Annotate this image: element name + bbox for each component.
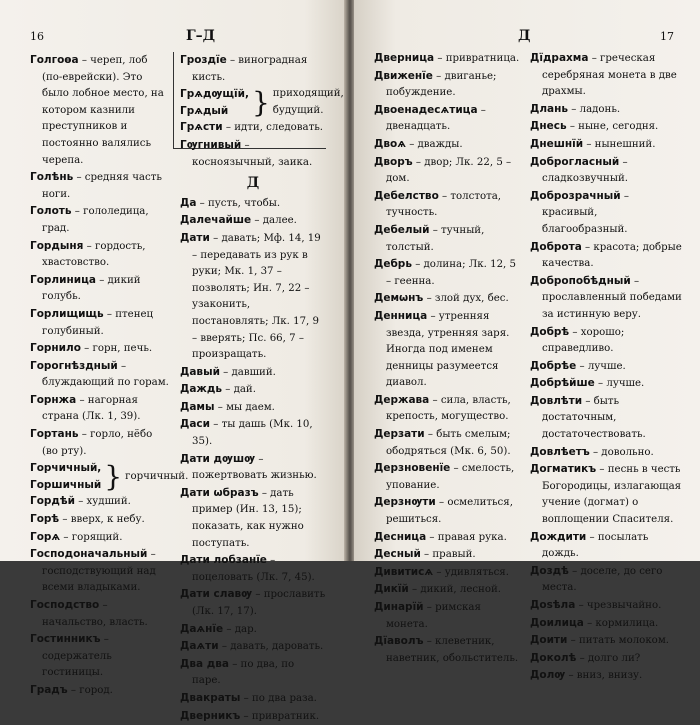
dictionary-entry — [374, 154, 524, 188]
definition: – нагорная страна (Лк. 1, 39). — [42, 394, 141, 423]
definition: – череп, лоб (по-еврейски). Это было лобное место, на котором казнили преступников и постоянно валялись черепа. — [42, 55, 164, 166]
dictionary-entry — [180, 52, 326, 86]
dictionary-entry — [180, 137, 326, 171]
headword: Доити — [530, 634, 568, 647]
dictionary-entry — [530, 188, 682, 239]
dictionary-entry — [180, 195, 326, 213]
headword: Да — [180, 196, 197, 209]
dictionary-entry — [530, 324, 682, 358]
headword: Держава — [374, 393, 430, 406]
dictionary-entry — [30, 306, 170, 340]
headword: Добрѣ — [530, 325, 570, 338]
headword: Дати — [180, 231, 210, 244]
headword: Дати славѹ — [180, 588, 253, 601]
headword: Долѹ — [530, 669, 566, 682]
definition: – дар. — [223, 623, 257, 635]
definition: – нынешний. — [583, 138, 656, 150]
definition: – осмелиться, решиться. — [386, 497, 513, 526]
headword: Дебрь — [374, 258, 412, 271]
dictionary-entry — [30, 546, 170, 597]
dictionary-entry — [30, 272, 170, 306]
dictionary-entry — [374, 581, 524, 599]
dictionary-entry — [530, 632, 682, 650]
definition: – виноградная кисть. — [192, 55, 308, 83]
definition: – содержатель гостиницы. — [42, 634, 112, 679]
definition: – лучше. — [576, 360, 626, 372]
definition: – ладонь. — [568, 103, 621, 115]
definition: – питать молоком. — [567, 635, 669, 647]
definition: – красивый, благообразный. — [542, 190, 629, 235]
headword: Грѧдый — [180, 104, 229, 117]
dictionary-entry — [180, 552, 326, 586]
definition: – птенец голубиный. — [42, 308, 154, 337]
headword: Гроздїе — [180, 54, 227, 66]
definition: – давший. — [219, 366, 276, 378]
headword: Горлищищь — [30, 307, 104, 320]
dictionary-entry — [180, 230, 326, 364]
dictionary-entry — [374, 308, 524, 392]
dictionary-entry — [180, 364, 326, 382]
headword: Догматикъ — [530, 463, 597, 476]
definition: – хорошо; справедливо. — [542, 326, 625, 355]
dictionary-entry — [180, 381, 326, 399]
dictionary-entry — [30, 340, 170, 358]
dictionary-entry — [30, 169, 170, 203]
running-head: Г–Д — [186, 28, 216, 44]
dictionary-entry — [530, 136, 682, 154]
headword: Давый — [180, 365, 220, 378]
headword: Дебелство — [374, 189, 439, 202]
headword: Грѧдѹщїй, — [180, 88, 249, 101]
definition: – блуждающий по горам. — [42, 360, 169, 389]
definition: – красота; добрые качества. — [542, 241, 682, 270]
headword: Горшичный — [30, 478, 102, 491]
definition: – мы даем. — [214, 401, 275, 413]
definition: – римская монета. — [386, 602, 481, 630]
headword: Добропобѣдный — [530, 274, 631, 287]
definition: – дважды. — [405, 138, 463, 150]
headword: Демѡнъ — [374, 292, 424, 305]
headword: Десный — [374, 548, 421, 561]
headword: Дїдрахма — [530, 52, 589, 64]
dictionary-entry — [30, 529, 170, 547]
dictionary-entry — [30, 392, 170, 426]
definition: – прославленный победами за истинную веру. — [542, 275, 682, 320]
dictionary-entry — [530, 529, 682, 563]
dictionary-entry — [180, 586, 326, 620]
brace-glyph: } — [251, 85, 270, 119]
headword: Дождити — [530, 530, 587, 543]
column-divider — [173, 52, 174, 148]
headword: Грѧсти — [180, 121, 223, 134]
dictionary-entry — [374, 256, 524, 290]
dictionary-entry — [180, 708, 326, 725]
definition: – долго ли? — [576, 652, 641, 664]
dictionary-entry — [30, 238, 170, 272]
dictionary-entry — [180, 656, 326, 690]
headword: Горѧ — [30, 530, 61, 543]
definition: – ныне, сегодня. — [566, 121, 659, 133]
dictionary-entry — [530, 239, 682, 273]
definition: – сладкозвучный. — [542, 156, 628, 185]
definition: – злой дух, бес. — [423, 293, 509, 305]
definition: – смелость, упование. — [386, 463, 515, 491]
headword: Горчичный, — [30, 462, 102, 475]
definition: – далее. — [251, 215, 297, 227]
dictionary-entry — [374, 50, 524, 68]
headword: Дикїй — [374, 583, 409, 596]
headword: Движенїе — [374, 69, 433, 82]
headword: Гѹгнивый — [180, 138, 242, 151]
definition: – вверх, к небу. — [59, 514, 145, 526]
dictionary-entry — [180, 638, 326, 656]
headword: Денница — [374, 309, 428, 322]
definition: – по два раза. — [240, 692, 317, 704]
dictionary-entry — [374, 136, 524, 154]
headword: Добрѣйше — [530, 377, 595, 390]
definition: – господствующий над всеми владыками. — [42, 549, 156, 594]
definition: – правая рука. — [426, 531, 507, 543]
dictionary-entry — [180, 399, 326, 417]
headword: Гордѣй — [30, 495, 75, 508]
definition: – ты дашь (Мк. 10, 35). — [192, 419, 313, 448]
dictionary-entry — [180, 212, 326, 230]
headword: Дерзнѹти — [374, 496, 436, 509]
dictionary-entry — [374, 546, 524, 564]
headword: Двоенадесѧтица — [374, 103, 478, 116]
dictionary-entry — [30, 203, 170, 237]
headword: Днешнїй — [530, 137, 584, 150]
dictionary-entry — [180, 485, 326, 552]
headword: Горѣ — [30, 513, 60, 526]
dictionary-entry — [530, 50, 682, 101]
dictionary-entry — [530, 273, 682, 324]
left-column-1 — [30, 52, 189, 700]
headword: Горнжа — [30, 393, 77, 406]
headword: Гортань — [30, 428, 79, 441]
headword: Двакраты — [180, 691, 241, 704]
definition: приходящий, — [272, 88, 344, 100]
definition: – клеветник, наветник, обольститель. — [386, 636, 519, 664]
definition: – толстота, тучность. — [386, 190, 502, 219]
definition: – горло, нёбо (во рту). — [42, 429, 153, 457]
dictionary-entry — [30, 358, 170, 392]
definition: – греческая серебряная монета в две драхмы. — [542, 53, 677, 98]
dictionary-entry — [374, 222, 524, 256]
dictionary-entry — [30, 52, 170, 169]
dictionary-entry — [530, 667, 682, 685]
headword: Довлѣетъ — [530, 445, 590, 458]
dictionary-entry — [30, 631, 170, 682]
definition: – прославить (Лк. 17, 17). — [192, 589, 326, 617]
dictionary-entry — [374, 460, 524, 494]
headword: Дебелый — [374, 223, 430, 236]
dictionary-entry — [530, 444, 682, 462]
dictionary-entry — [530, 118, 682, 136]
definition: – двор; Лк. 22, 5 – дом. — [386, 156, 512, 185]
definition: – средняя часть ноги. — [42, 172, 162, 200]
headword: Горнило — [30, 342, 81, 355]
dictionary-entry — [374, 392, 524, 426]
dictionary-entry — [530, 597, 682, 615]
definition: – гололедица, град. — [42, 206, 149, 234]
headword: Дати лобзанїе — [180, 554, 267, 567]
dictionary-entry — [374, 564, 524, 582]
dictionary-entry — [374, 529, 524, 547]
definition: – пусть, чтобы. — [196, 197, 281, 209]
left-column-2 — [180, 52, 344, 725]
dictionary-entry — [374, 102, 524, 136]
definition: будущий. — [272, 104, 324, 116]
left-page — [0, 0, 346, 722]
dictionary-entry — [30, 682, 170, 700]
headword: Довлѣти — [530, 394, 583, 407]
right-page — [354, 0, 700, 682]
definition: – давать, даровать. — [218, 641, 324, 653]
headword: Дати ѡбразъ — [180, 486, 259, 499]
dictionary-entry — [530, 375, 682, 393]
dictionary-entry — [374, 188, 524, 222]
dictionary-entry — [374, 68, 524, 102]
right-column-1 — [374, 50, 524, 667]
definition: – доселе, до сего места. — [542, 565, 663, 594]
dictionary-entry — [180, 119, 326, 137]
brace-entry — [30, 459, 189, 493]
definition: – город. — [67, 684, 113, 696]
headword: Дати дѹшѹ — [180, 452, 256, 465]
brace-entry — [180, 85, 344, 119]
dictionary-entry — [374, 494, 524, 528]
definition: – худший. — [74, 496, 131, 508]
definition: – привратник. — [240, 710, 320, 722]
definition: – двенадцать. — [386, 104, 486, 133]
headword: Дерзати — [374, 428, 425, 441]
headword: Дворъ — [374, 155, 413, 168]
definition: – поцеловать (Лк. 7, 45). — [192, 555, 315, 583]
dictionary-entry — [530, 615, 682, 633]
headword: Господоначальный — [30, 548, 148, 561]
definition: – давать; Мф. 14, 19 – передавать из рук в руки; Мк. 1, 37 – позволять; Ин. 7, 22 – узаконить, постановлять; Лк. 17, 9 – вверять; Пс. 66, 7 – произращать. — [192, 232, 321, 361]
definition: – посылать дождь. — [542, 531, 649, 560]
definition: – кормилица. — [583, 617, 659, 629]
headword: Двоѧ — [374, 137, 406, 150]
headword: Доброзрачный — [530, 189, 621, 202]
headword: Доздѣ — [530, 564, 569, 577]
section-heading: Д — [246, 175, 260, 192]
definition: – горн, печь. — [80, 343, 153, 355]
dictionary-entry — [30, 597, 170, 631]
definition: – чрезвычайно. — [575, 600, 662, 611]
definition: – долина; Лк. 12, 5 – геенна. — [386, 259, 517, 287]
headword: Гордыня — [30, 239, 84, 252]
page-number: 16 — [30, 30, 44, 43]
headword: Десница — [374, 530, 427, 543]
headword: Динарїй — [374, 601, 424, 613]
headword: Два два — [180, 657, 229, 670]
dictionary-entry — [30, 426, 170, 460]
headword: Дїаволъ — [374, 635, 424, 648]
dictionary-entry — [374, 290, 524, 308]
headword: Доброта — [530, 240, 582, 253]
headword: Доброгласный — [530, 155, 620, 168]
headword: Голѣнь — [30, 171, 74, 184]
definition: – дикий голубь. — [42, 274, 141, 303]
definition: – дикий, лесной. — [408, 584, 502, 596]
dictionary-entry — [530, 563, 682, 597]
headword: Даси — [180, 418, 211, 431]
definition: – привратница. — [434, 53, 520, 64]
definition: – идти, следовать. — [222, 122, 324, 134]
dictionary-entry — [30, 511, 170, 529]
definition: – песнь в честь Богородицы, излагающая учение (догмат) о воплощении Спасителя. — [542, 464, 682, 526]
headword: Даѧти — [180, 640, 219, 653]
right-column-2 — [530, 50, 682, 685]
headword: Дверница — [374, 52, 435, 64]
dictionary-entry — [180, 416, 326, 450]
headword: Гостинникъ — [30, 633, 101, 646]
definition: – быть смелым; ободряться (Мк. 6, 50). — [386, 429, 511, 457]
brace-glyph: } — [104, 459, 123, 493]
definition: – правый. — [420, 549, 476, 561]
dictionary-entry — [374, 599, 524, 633]
definition: – утренняя звезда, утренняя заря. Иногда под именем денницы разумеется диавол. — [386, 310, 510, 389]
definition: – тучный, толстый. — [386, 224, 485, 253]
dictionary-entry — [530, 154, 682, 188]
dictionary-entry — [180, 451, 326, 485]
dictionary-entry — [530, 461, 682, 528]
headword: Доѕѣла — [530, 599, 576, 611]
dictionary-entry — [180, 621, 326, 639]
dictionary-entry — [374, 426, 524, 460]
headword: Доколѣ — [530, 651, 577, 664]
definition: – косноязычный, заика. — [192, 139, 313, 168]
dictionary-entry — [374, 633, 524, 667]
definition: – дать пример (Ин. 13, 15); показать, как нужно поступать. — [192, 487, 304, 549]
definition: – по два, по паре. — [192, 658, 295, 687]
headword: Даждь — [180, 383, 223, 396]
definition: – двиганье; побуждение. — [386, 70, 497, 99]
headword: Дамы — [180, 400, 215, 413]
dictionary-entry — [530, 393, 682, 444]
definition: – удивляться. — [433, 566, 509, 578]
definition: горчичный. — [125, 470, 189, 482]
definition: – пожертвовать жизнью. — [192, 453, 317, 482]
dictionary-entry — [530, 101, 682, 119]
headword: Даѧнїе — [180, 622, 224, 635]
definition: – довольно. — [589, 446, 654, 458]
headword: Добрѣе — [530, 359, 577, 372]
headword: Голоть — [30, 205, 72, 218]
headword: Длань — [530, 102, 569, 115]
definition: – дай. — [222, 384, 256, 396]
definition: – быть достаточным, достаточествовать. — [542, 395, 646, 441]
definition: – начальство, власть. — [42, 600, 148, 628]
headword: Градъ — [30, 683, 68, 696]
definition: – лучше. — [594, 378, 645, 390]
headword: Далечайше — [180, 214, 252, 227]
headword: Дивитисѧ — [374, 565, 434, 578]
headword: Горогнѣздный — [30, 359, 118, 372]
dictionary-entry — [180, 690, 326, 708]
definition: – горящий. — [60, 531, 123, 543]
headword: Горлиница — [30, 273, 96, 286]
headword: Господство — [30, 599, 100, 611]
dictionary-entry — [530, 358, 682, 376]
headword: Днесь — [530, 120, 567, 133]
definition: – сила, власть, крепость, могущество. — [386, 394, 511, 423]
page-number: 17 — [660, 30, 674, 43]
headword: Дерзновенїе — [374, 462, 451, 475]
headword: Доилица — [530, 616, 584, 629]
headword: Дверникъ — [180, 709, 241, 722]
definition: – вниз, внизу. — [565, 670, 643, 682]
definition: – гордость, хвастовство. — [42, 240, 146, 269]
running-head: Д — [518, 28, 531, 44]
dictionary-entry — [30, 493, 170, 511]
dictionary-entry — [530, 650, 682, 668]
headword: Голгоѳа — [30, 54, 79, 66]
